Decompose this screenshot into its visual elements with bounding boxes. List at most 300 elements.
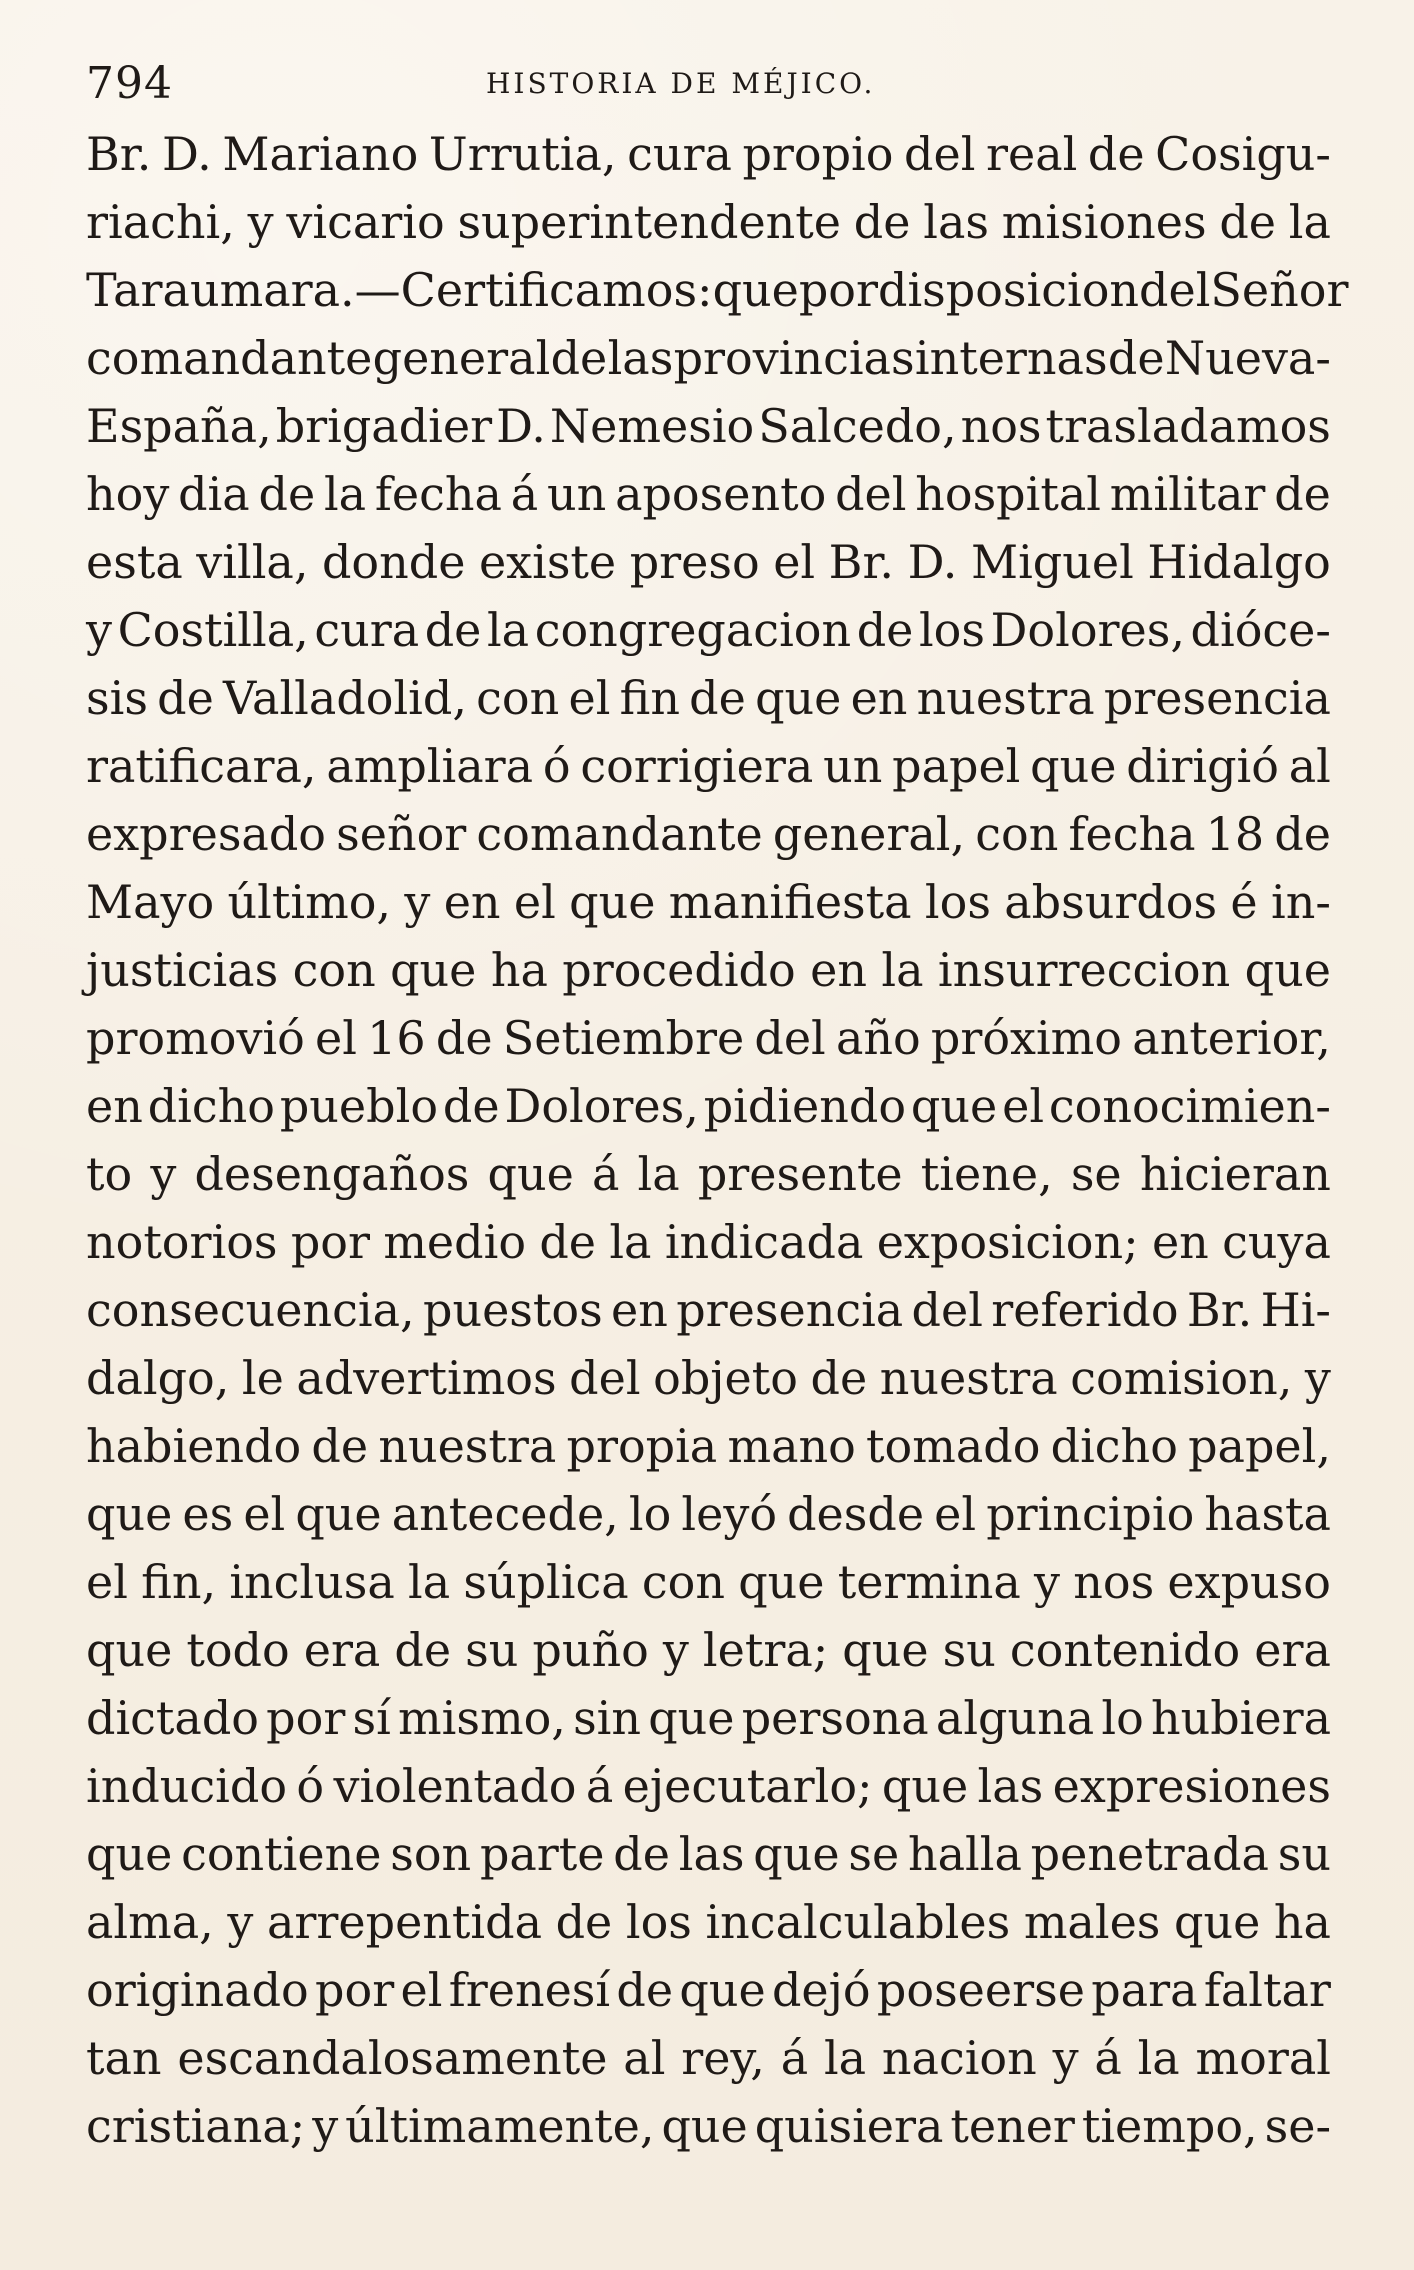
word: fin, [141, 1555, 217, 1609]
word: de [435, 1011, 493, 1065]
word: congregacion [534, 603, 852, 657]
word: se [1070, 1147, 1122, 1201]
text-line [86, 460, 1331, 528]
word: por [266, 1691, 346, 1745]
word: á [591, 1147, 620, 1201]
word: que [910, 1079, 998, 1133]
word: misiones [1001, 195, 1207, 249]
word: la [486, 603, 530, 657]
word: de [1219, 195, 1276, 249]
word: de [258, 467, 316, 521]
word: alma, [86, 1895, 214, 1949]
word: objeto [653, 1351, 798, 1405]
word: internas [914, 331, 1108, 385]
word: ha [1273, 1895, 1331, 1949]
word: fin [619, 671, 680, 725]
word: últimamente, [345, 2099, 655, 2153]
word: frenesí [448, 1963, 611, 2017]
word: por [315, 1963, 395, 2017]
word: su [1277, 1827, 1331, 1881]
word: que [842, 1623, 929, 1677]
word: incalculables [705, 1895, 1011, 1949]
word: fecha [374, 467, 502, 521]
word: que [679, 1963, 766, 2017]
text-line [86, 1276, 1331, 1344]
word: Mayo [86, 875, 215, 929]
word: nacion [881, 2031, 1037, 2085]
word: súplica [463, 1555, 629, 1609]
word: de [442, 1079, 500, 1133]
word: halla [907, 1827, 1022, 1881]
word: con [476, 671, 560, 725]
text-line [86, 1004, 1331, 1072]
word: á [510, 467, 539, 521]
word: todo [186, 1623, 290, 1677]
text-line [86, 188, 1331, 256]
text-line [86, 868, 1331, 936]
text-line [86, 800, 1331, 868]
word: desde [787, 1487, 925, 1541]
text-line [86, 936, 1331, 1004]
word: los [924, 875, 991, 929]
text-line [86, 1344, 1331, 1412]
word: fecha [1068, 807, 1196, 861]
word: comision, [1070, 1351, 1293, 1405]
word: era [1254, 1623, 1331, 1677]
word: que [712, 263, 799, 317]
word: los [918, 603, 985, 657]
word: un [823, 739, 883, 793]
word: parte [479, 1827, 605, 1881]
word: procedido [562, 943, 796, 997]
word: señor [336, 807, 467, 861]
word: contiene [181, 1827, 382, 1881]
text-line [86, 1684, 1331, 1752]
word: de [539, 1215, 597, 1269]
word: y [150, 1147, 177, 1201]
word: del [754, 1011, 826, 1065]
word: sis [86, 671, 148, 725]
word: de [810, 1351, 868, 1405]
text-line [86, 1616, 1331, 1684]
word: escandalosamente [177, 2031, 608, 2085]
word: hoy [86, 467, 170, 521]
word: manifiesta [668, 875, 912, 929]
word: Mariano [222, 127, 419, 181]
word: del [569, 1351, 641, 1405]
word: mismo, [398, 1691, 566, 1745]
word: su [465, 1623, 519, 1677]
word: notorios [86, 1215, 278, 1269]
word: ó [296, 1759, 325, 1813]
word: sin [573, 1691, 642, 1745]
word: insurreccion [937, 943, 1231, 997]
text-line [86, 256, 1349, 324]
word: puño [532, 1623, 649, 1677]
word: dictado [86, 1691, 259, 1745]
word: con [641, 1555, 725, 1609]
word: dicho [1050, 1419, 1178, 1473]
word: Br. [828, 535, 895, 589]
word: que [753, 1827, 840, 1881]
text-line [86, 732, 1331, 800]
word: las [923, 195, 989, 249]
word: el [513, 875, 556, 929]
word: Dolores, [504, 1079, 699, 1133]
word: y [1304, 1351, 1331, 1405]
word: provincias [673, 331, 915, 385]
word: las [607, 331, 674, 385]
word: presencia [676, 1283, 904, 1337]
word: es [182, 1487, 234, 1541]
word: Setiembre [502, 1011, 745, 1065]
word: la [609, 1215, 652, 1269]
word: un [547, 467, 607, 521]
word: de [1274, 467, 1331, 521]
word: cuya [1222, 1215, 1331, 1269]
word: y [312, 2099, 339, 2153]
word: propia [566, 1419, 718, 1473]
word: tomado [866, 1419, 1041, 1473]
text-line [86, 1412, 1331, 1480]
word: contenido [1009, 1623, 1241, 1677]
word: la [408, 1555, 451, 1609]
word: advertimos [296, 1351, 557, 1405]
text-line [86, 1956, 1331, 2024]
word: la [1137, 2031, 1180, 2085]
word: tener [950, 2099, 1075, 2153]
word: penetrada [1030, 1827, 1269, 1881]
word: dia [178, 467, 250, 521]
word: dirigió [1126, 739, 1279, 793]
word: arrepentida [267, 1895, 542, 1949]
word: Miguel [970, 535, 1134, 589]
word: por [290, 1215, 370, 1269]
word: y [1052, 2031, 1079, 2085]
word: moral [1195, 2031, 1331, 2085]
word: el [315, 1011, 357, 1065]
word: los [625, 1895, 692, 1949]
word: nuestra [879, 1351, 1058, 1405]
word: D. [161, 127, 212, 181]
word: in- [1270, 875, 1331, 929]
word: Nueva- [1164, 331, 1331, 385]
word: á [780, 2031, 809, 2085]
word: dalgo, [86, 1351, 230, 1405]
word: al [623, 2031, 666, 2085]
word: que [738, 1555, 825, 1609]
word: lo [628, 1487, 672, 1541]
word: de [853, 195, 911, 249]
word: el [1002, 1079, 1045, 1133]
word: referido [991, 1283, 1179, 1337]
word: termina [837, 1555, 1021, 1609]
word: de [1087, 127, 1145, 181]
word: de [394, 1623, 452, 1677]
word: 16 [367, 1011, 426, 1065]
word: comandante [476, 807, 763, 861]
text-line [86, 528, 1331, 596]
word: faltar [1203, 1963, 1331, 2017]
word: 18 [1205, 807, 1265, 861]
word: Br. [1186, 1283, 1253, 1337]
text-line [86, 1888, 1331, 1956]
word: las [678, 1827, 745, 1881]
word: se- [1264, 2099, 1331, 2153]
word: Urrutia, [428, 127, 617, 181]
word: de [424, 603, 482, 657]
word: en [810, 943, 867, 997]
word: real [985, 127, 1078, 181]
text-line [86, 1752, 1331, 1820]
word: al [1288, 739, 1331, 793]
word: Hidalgo [1147, 535, 1331, 589]
word: villa, [196, 535, 309, 589]
word: corrigiera [580, 739, 814, 793]
word: que [1030, 739, 1117, 793]
word: pueblo [279, 1079, 439, 1133]
word: to [86, 1147, 133, 1201]
word: por [798, 263, 878, 317]
word: y [86, 603, 112, 657]
word: que [755, 671, 842, 725]
word: riachi, [86, 195, 235, 249]
word: violentado [333, 1759, 577, 1813]
word: nuestra [916, 671, 1095, 725]
word: y [227, 1895, 254, 1949]
word: último, [227, 875, 392, 929]
word: poseerse [876, 1963, 1085, 2017]
word: año [835, 1011, 921, 1065]
word: militar [1109, 467, 1266, 521]
word: y [662, 1623, 689, 1677]
word: á [1094, 2031, 1122, 2085]
word: disposicion [878, 263, 1140, 317]
word: brigadier [275, 399, 493, 453]
running-header [86, 58, 1331, 110]
word: con [975, 807, 1059, 861]
word: cristiana; [86, 2099, 306, 2153]
word: promovió [86, 1011, 305, 1065]
text-line [86, 1480, 1331, 1548]
text-line [86, 1072, 1331, 1140]
word: pidiendo [703, 1079, 907, 1133]
word: de [550, 331, 608, 385]
word: que [569, 875, 656, 929]
word: Hi- [1260, 1283, 1331, 1337]
page-number: 794 [86, 58, 173, 109]
word: leyó [681, 1487, 778, 1541]
word: la [323, 467, 367, 521]
word: en [86, 1079, 143, 1133]
word: Señor [1210, 263, 1349, 317]
word: del [1139, 263, 1211, 317]
word: expresado [86, 807, 326, 861]
word: hicieran [1139, 1147, 1331, 1201]
word: aposento [615, 467, 827, 521]
word: alguna [935, 1691, 1095, 1745]
word: en [850, 671, 908, 725]
word: Cosigu- [1155, 127, 1331, 181]
word: la [1288, 195, 1331, 249]
text-line [86, 392, 1331, 460]
word: el [934, 1487, 977, 1541]
word: tiene, [920, 1147, 1053, 1201]
word: que [1244, 943, 1331, 997]
word: y [247, 195, 274, 249]
word: hubiera [1150, 1691, 1331, 1745]
word: hospital [915, 467, 1101, 521]
word: que [648, 1691, 735, 1745]
word: inclusa [229, 1555, 395, 1609]
word: absurdos [1004, 875, 1218, 929]
word: del [835, 467, 907, 521]
word: de [689, 671, 746, 725]
word: lo [1101, 1691, 1144, 1745]
word: superintendente [457, 195, 842, 249]
word: de [157, 671, 214, 725]
word: cura [627, 127, 732, 181]
word: expresiones [1052, 1759, 1331, 1813]
word: principio [986, 1487, 1195, 1541]
word: males [1023, 1895, 1161, 1949]
word: antecede, [391, 1487, 619, 1541]
word: que [390, 943, 477, 997]
word: Nemesio [549, 399, 755, 453]
word: desengaños [194, 1147, 470, 1201]
word: ejecutarlo; [622, 1759, 873, 1813]
word: comandante [86, 331, 373, 385]
word: de [856, 603, 914, 657]
word: del [904, 127, 976, 181]
word: originado [86, 1963, 309, 2017]
word: en [611, 1283, 668, 1337]
word: de [555, 1895, 613, 1949]
word: esta [86, 535, 183, 589]
word: existe [478, 535, 617, 589]
word: el [243, 1487, 286, 1541]
word: á [585, 1759, 614, 1813]
word: ó [542, 739, 571, 793]
word: Salcedo, [758, 399, 957, 453]
word: Valladolid, [223, 671, 467, 725]
word: que [86, 1623, 173, 1677]
word: nos [1073, 1555, 1155, 1609]
word: el [86, 1555, 128, 1609]
word: le [241, 1351, 284, 1405]
word: dióce- [1190, 603, 1331, 657]
word: letra; [702, 1623, 829, 1677]
word: la [881, 943, 924, 997]
word: donde [321, 535, 466, 589]
word: el [568, 671, 611, 725]
word: que [881, 1759, 969, 1813]
word: Dolores, [990, 603, 1185, 657]
word: general [372, 331, 551, 385]
text-line [86, 120, 1331, 188]
word: consecuencia, [86, 1283, 415, 1337]
text-line [86, 664, 1331, 732]
word: de [616, 1963, 674, 2017]
word: el [400, 1963, 443, 2017]
word: justicias [86, 943, 279, 997]
word: papel, [1188, 1419, 1331, 1473]
word: ha [490, 943, 548, 997]
word: y [1034, 1555, 1061, 1609]
word: era [303, 1623, 381, 1677]
word: hasta [1204, 1487, 1331, 1541]
word: preso [629, 535, 760, 589]
word: su [942, 1623, 996, 1677]
word: de [1107, 331, 1165, 385]
text-line [86, 2092, 1331, 2160]
word: D. [496, 399, 546, 453]
word: Br. [86, 127, 152, 181]
word: con [292, 943, 376, 997]
word: se [848, 1827, 900, 1881]
word: próximo [930, 1011, 1122, 1065]
word: anterior, [1132, 1011, 1331, 1065]
word: dicho [147, 1079, 275, 1133]
word: conocimien- [1048, 1079, 1331, 1133]
text-line [86, 324, 1331, 392]
word: vicario [286, 195, 445, 249]
word: para [1091, 1963, 1198, 2017]
text-line [86, 2024, 1331, 2092]
word: presencia [1103, 671, 1331, 725]
word: de [1274, 807, 1331, 861]
text-line [86, 1548, 1331, 1616]
word: que [1174, 1895, 1261, 1949]
word: España, [86, 399, 272, 453]
word: en [1151, 1215, 1209, 1269]
word: general, [772, 807, 966, 861]
word: ampliara [326, 739, 534, 793]
word: las [977, 1759, 1044, 1813]
word: nuestra [378, 1419, 557, 1473]
word: inducido [86, 1759, 288, 1813]
word: indicada [664, 1215, 864, 1269]
word: medio [383, 1215, 527, 1269]
word: que [661, 2099, 748, 2153]
word: que [295, 1487, 382, 1541]
text-line [86, 1820, 1331, 1888]
word: la [823, 2031, 867, 2085]
text-line [86, 1140, 1331, 1208]
word: quisiera [754, 2099, 944, 2153]
word: cura [314, 603, 420, 657]
word: tiempo, [1081, 2099, 1258, 2153]
word: rey, [681, 2031, 765, 2085]
word: D. [907, 535, 958, 589]
word: dejó [771, 1963, 871, 2017]
word: propio [742, 127, 894, 181]
word: nos [960, 399, 1042, 453]
word: puestos [423, 1283, 603, 1337]
word: ratificara, [86, 739, 317, 793]
word: persona [741, 1691, 929, 1745]
word: que [487, 1147, 574, 1201]
word: exposicion; [876, 1215, 1139, 1269]
text-line [86, 596, 1331, 664]
word: mano [727, 1419, 856, 1473]
word: de [613, 1827, 670, 1881]
word: la [637, 1147, 680, 1201]
body-text [86, 120, 1349, 2160]
word: Taraumara.—Certificamos: [86, 263, 713, 317]
word: presente [697, 1147, 903, 1201]
word: sí [352, 1691, 391, 1745]
